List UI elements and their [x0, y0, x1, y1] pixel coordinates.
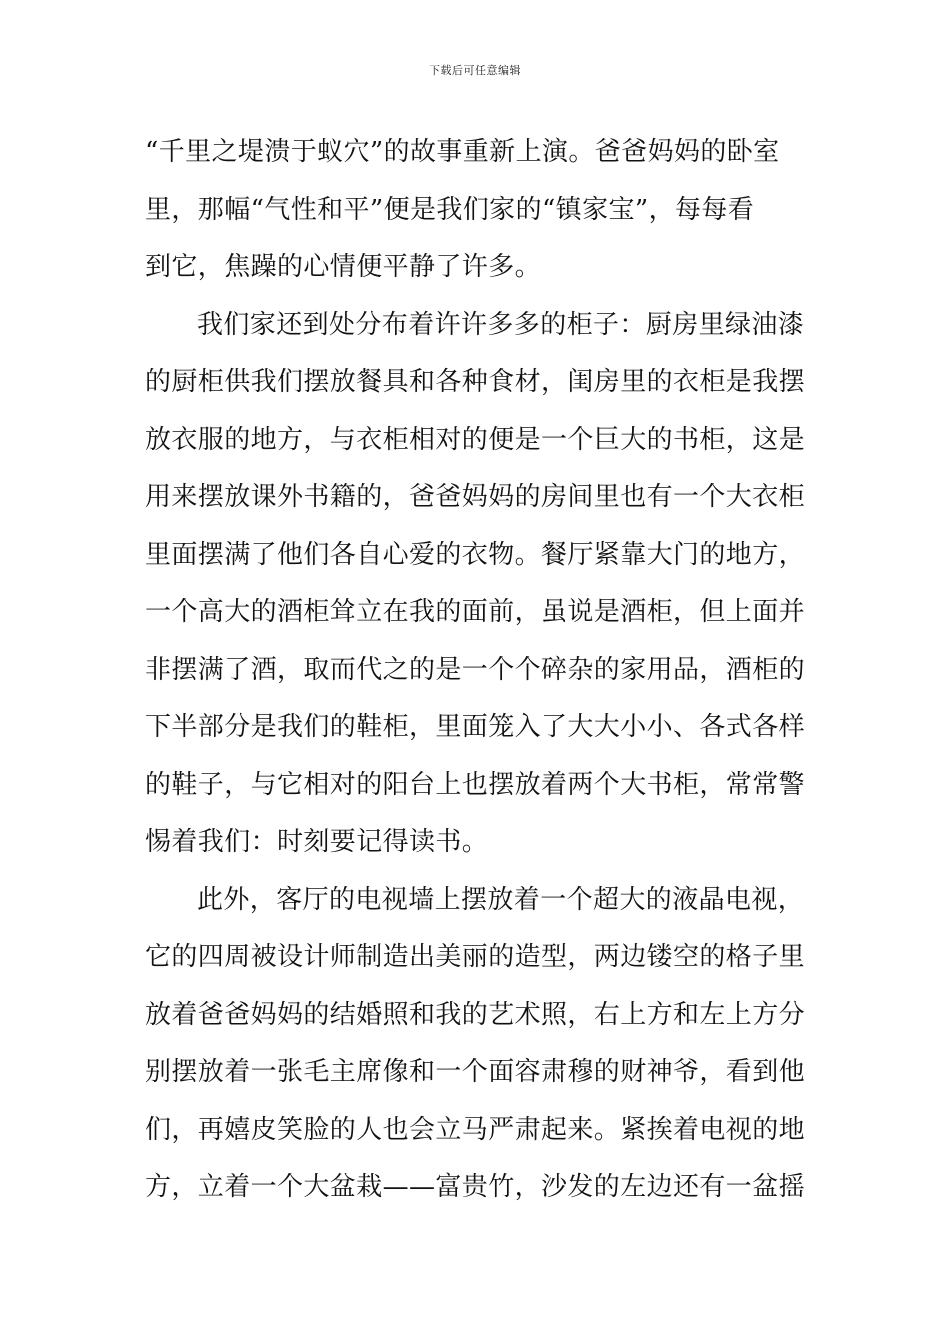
- text-line: 此外，客厅的电视墙上摆放着一个超大的液晶电视，: [197, 884, 805, 915]
- text-line: 别摆放着一张毛主席像和一个面容肃穆的财神爷，看到他: [145, 1057, 806, 1087]
- text-line: 里面摆满了他们各自心爱的衣物。餐厅紧靠大门的地方，: [145, 539, 806, 570]
- text-line: 一个高大的酒柜耸立在我的面前，虽说是酒柜，但上面并: [145, 597, 806, 627]
- text-line: 惕着我们：时刻要记得读书。: [145, 827, 489, 857]
- page-header: 下载后可任意编辑: [429, 64, 521, 77]
- text-line: 到它，焦躁的心情便平静了许多。: [145, 252, 542, 282]
- text-line: 方，立着一个大盆栽——富贵竹，沙发的左边还有一盆摇: [145, 1172, 806, 1202]
- text-line: 的鞋子，与它相对的阳台上也摆放着两个大书柜，常常警: [145, 769, 806, 800]
- text-line: 非摆满了酒，取而代之的是一个个碎杂的家用品，酒柜的: [145, 654, 806, 685]
- text-line: “千里之堤溃于蚁穴”的故事重新上演。爸爸妈妈的卧室: [145, 137, 780, 167]
- text-line: 它的四周被设计师制造出美丽的造型，两边镂空的格子里: [145, 942, 806, 972]
- text-line: 里，那幅“气性和平”便是我们家的“镇家宝”，每每看: [145, 194, 755, 225]
- text-line: 下半部分是我们的鞋柜，里面笼入了大大小小、各式各样: [145, 712, 806, 742]
- text-line: 用来摆放课外书籍的，爸爸妈妈的房间里也有一个大衣柜: [145, 482, 806, 512]
- text-line: 的厨柜供我们摆放餐具和各种食材，闺房里的衣柜是我摆: [145, 367, 806, 397]
- paragraph: [145, 872, 809, 1217]
- paragraph: [145, 297, 809, 872]
- paragraph: [145, 124, 809, 297]
- text-line: 我们家还到处分布着许许多多的柜子：厨房里绿油漆: [197, 309, 805, 340]
- document-body: [145, 124, 809, 1217]
- text-line: 放衣服的地方，与衣柜相对的便是一个巨大的书柜，这是: [145, 424, 806, 455]
- text-line: 们，再嬉皮笑脸的人也会立马严肃起来。紧挨着电视的地: [145, 1114, 806, 1145]
- text-line: 放着爸爸妈妈的结婚照和我的艺术照，右上方和左上方分: [145, 999, 806, 1030]
